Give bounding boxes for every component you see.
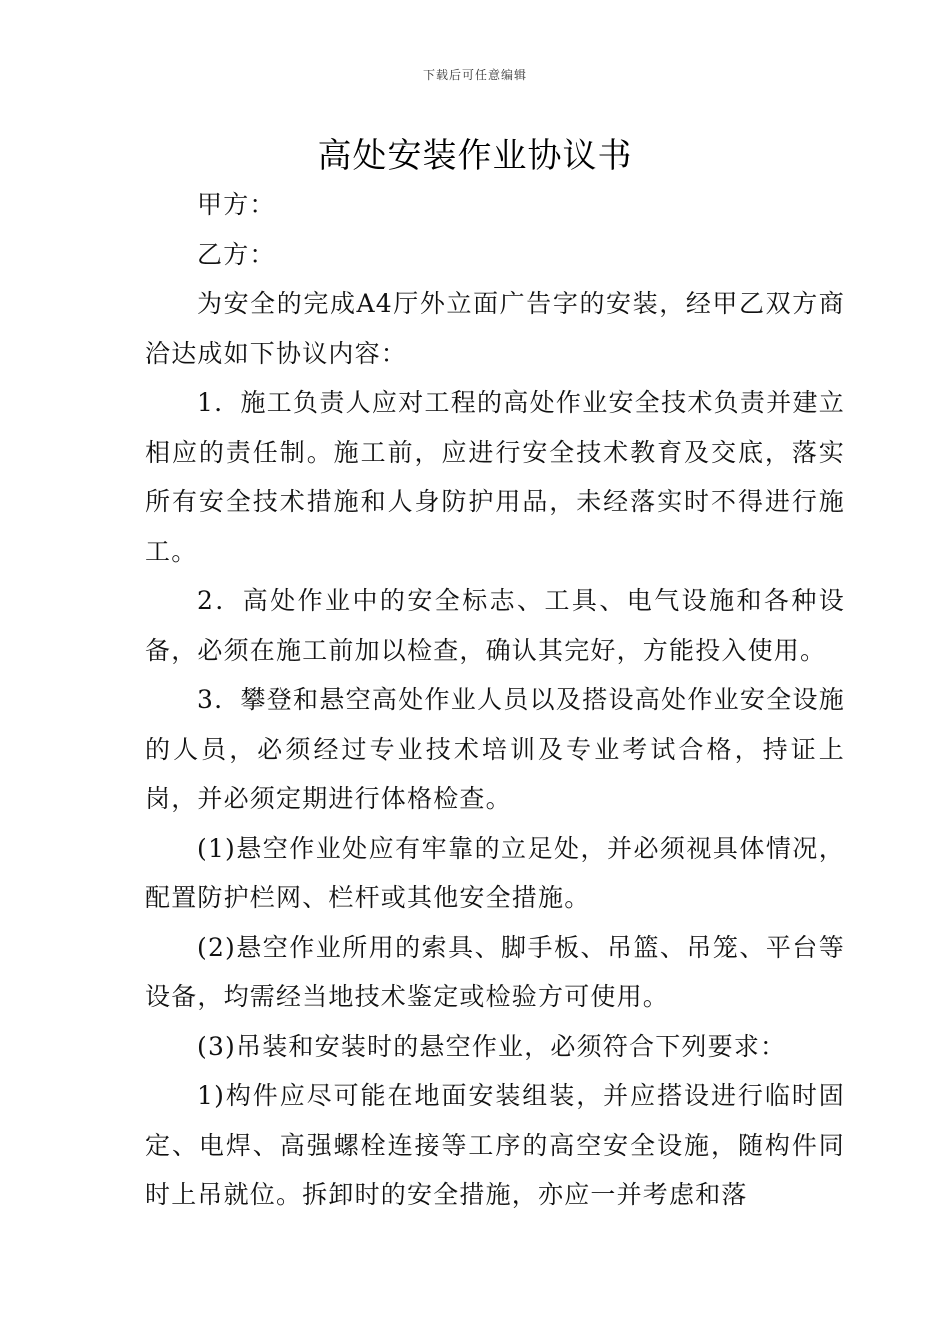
party-b-line: 乙方：	[197, 239, 276, 269]
clause-2: 2．高处作业中的安全标志、工具、电气设施和各种设备，必须在施工前加以检查，确认其完好，方能投入使用。	[145, 586, 845, 665]
sub-clause-1: (1)悬空作业处应有牢靠的立足处，并必须视具体情况，配置防护栏网、栏杆或其他安全措施。	[145, 833, 845, 912]
document-body	[145, 180, 845, 1220]
document-title: 高处安装作业协议书	[317, 136, 633, 176]
party-a-line: 甲方：	[197, 190, 276, 219]
clause-3: 3．攀登和悬空高处作业人员以及搭设高处作业安全设施的人员，必须经过专业技术培训及专业考试合格，持证上岗，并必须定期进行体格检查。	[145, 685, 845, 813]
clause-1: 1．施工负责人应对工程的高处作业安全技术负责并建立相应的责任制。施工前，应进行安全技术教育及交底，落实所有安全技术措施和人身防护用品，未经落实时不得进行施工。	[145, 388, 845, 566]
sub-clause-3: (3)吊装和安装时的悬空作业，必须符合下列要求：	[197, 1031, 787, 1061]
sub-clause-2: (2)悬空作业所用的索具、脚手板、吊篮、吊笼、平台等设备，均需经当地技术鉴定或检验方可使用。	[145, 932, 845, 1011]
sub-item-1: 1)构件应尽可能在地面安装组装，并应搭设进行临时固定、电焊、高强螺栓连接等工序的高空安全设施，随构件同时上吊就位。拆卸时的安全措施，亦应一并考虑和落	[145, 1081, 845, 1209]
header-note: 下载后可任意编辑	[422, 68, 527, 82]
intro-paragraph: 为安全的完成A4厅外立面广告字的安装，经甲乙双方商洽达成如下协议内容：	[145, 289, 845, 368]
